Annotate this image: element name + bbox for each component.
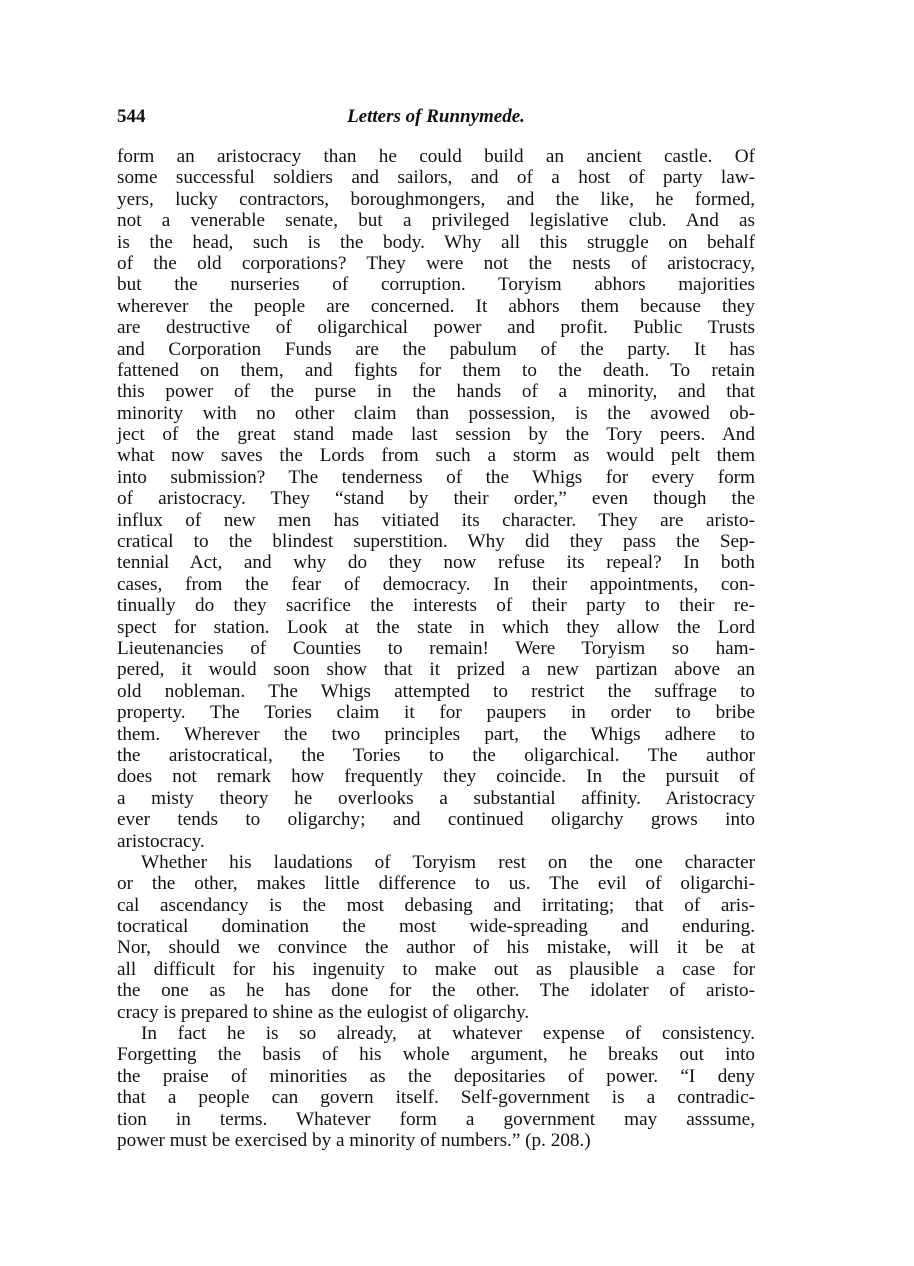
text-line (117, 766, 755, 787)
text-line (117, 681, 755, 702)
text-line (117, 937, 755, 958)
line-text: what now saves the Lords from such a storm as would pelt them (117, 445, 755, 467)
line-text: cases, from the fear of democracy. In their appointments, con- (117, 573, 755, 595)
text-line (117, 360, 755, 381)
line-text: not a venerable senate, but a privileged legislative club. And as (117, 210, 755, 232)
line-text: pered, it would soon show that it prized a new partizan above an (117, 659, 755, 681)
text-line (117, 788, 755, 809)
line-text: but the nurseries of corruption. Toryism abhors majorities (117, 274, 755, 296)
line-text: cracy is prepared to shine as the eulogist of oligarchy. (117, 1001, 530, 1023)
text-line (117, 210, 755, 231)
paragraph (117, 1023, 755, 1151)
line-text: ject of the great stand made last session by the Tory peers. And (117, 424, 755, 446)
line-text: the one as he has done for the other. The idolater of aristo- (117, 980, 755, 1002)
line-text: fattened on them, and fights for them to the death. To retain (117, 359, 755, 381)
text-line (117, 831, 755, 852)
line-text: this power of the purse in the hands of a minority, and that (117, 381, 755, 403)
text-line (117, 895, 755, 916)
text-line (117, 702, 755, 723)
text-line (117, 980, 755, 1001)
line-text: wherever the people are concerned. It abhors them because they (117, 295, 755, 317)
line-text: tinually do they sacrifice the interests of their party to their re- (117, 595, 755, 617)
text-line (117, 317, 755, 338)
line-text: them. Wherever the two principles part, the Whigs adhere to (117, 723, 755, 745)
line-text: is the head, such is the body. Why all this struggle on behalf (117, 231, 755, 253)
text-line (117, 445, 755, 466)
text-line (117, 595, 755, 616)
text-line (117, 232, 755, 253)
text-line (117, 510, 755, 531)
text-line (117, 574, 755, 595)
text-line (117, 296, 755, 317)
text-line (117, 659, 755, 680)
text-line (117, 959, 755, 980)
line-text: power must be exercised by a minority of numbers.” (p. 208.) (117, 1129, 591, 1151)
line-text: property. The Tories claim it for paupers in order to bribe (117, 702, 755, 724)
page-header (117, 106, 755, 132)
line-text: minority with no other claim than possession, is the avowed ob- (117, 402, 755, 424)
text-line (117, 852, 755, 873)
line-text: cal ascendancy is the most debasing and irritating; that of aris- (117, 894, 755, 916)
text-line (117, 1130, 755, 1151)
text-line (117, 403, 755, 424)
line-text: old nobleman. The Whigs attempted to restrict the suffrage to (117, 680, 755, 702)
text-line (117, 809, 755, 830)
text-line (117, 488, 755, 509)
line-text: In fact he is so already, at whatever expense of consistency. (141, 1023, 755, 1045)
text-line (117, 274, 755, 295)
line-text: influx of new men has vitiated its character. They are aristo- (117, 509, 755, 531)
text-line (117, 1002, 755, 1023)
text-line (117, 146, 755, 167)
text-line (117, 339, 755, 360)
line-text: Lieutenancies of Counties to remain! Were Toryism so ham- (117, 637, 755, 659)
text-line (117, 1066, 755, 1087)
text-line (117, 617, 755, 638)
text-line (117, 873, 755, 894)
text-line (117, 552, 755, 573)
line-text: ever tends to oligarchy; and continued oligarchy grows into (117, 809, 755, 831)
paragraph (117, 146, 755, 852)
text-line (117, 916, 755, 937)
page-body (117, 146, 755, 1151)
text-line (117, 253, 755, 274)
text-line (117, 724, 755, 745)
line-text: Nor, should we convince the author of his mistake, will it be at (117, 937, 755, 959)
text-line (117, 1109, 755, 1130)
line-text: tennial Act, and why do they now refuse its repeal? In both (117, 552, 755, 574)
line-text: Forgetting the basis of his whole argument, he breaks out into (117, 1044, 755, 1066)
line-text: a misty theory he overlooks a substantial affinity. Aristocracy (117, 787, 755, 809)
text-line (117, 1044, 755, 1065)
text-line (117, 467, 755, 488)
line-text: Whether his laudations of Toryism rest on the one character (141, 851, 755, 873)
line-text: the praise of minorities as the depositaries of power. “I deny (117, 1065, 755, 1087)
line-text: or the other, makes little difference to us. The evil of oligarchi- (117, 873, 755, 895)
text-line (117, 189, 755, 210)
text-line (117, 638, 755, 659)
line-text: the aristocratical, the Tories to the oligarchical. The author (117, 744, 755, 766)
line-text: spect for station. Look at the state in which they allow the Lord (117, 616, 755, 638)
text-line (117, 424, 755, 445)
line-text: does not remark how frequently they coincide. In the pursuit of (117, 766, 755, 788)
line-text: tion in terms. Whatever form a government may asssume, (117, 1108, 755, 1130)
line-text: aristocracy. (117, 830, 205, 852)
text-line (117, 745, 755, 766)
line-text: into submission? The tenderness of the Whigs for every form (117, 466, 755, 488)
paragraph (117, 852, 755, 1023)
line-text: yers, lucky contractors, boroughmongers, and the like, he formed, (117, 188, 755, 210)
line-text: of aristocracy. They “stand by their order,” even though the (117, 488, 755, 510)
text-line (117, 381, 755, 402)
running-title: Letters of Runnymede. (347, 106, 525, 127)
line-text: some successful soldiers and sailors, and of a host of party law- (117, 167, 755, 189)
line-text: tocratical domination the most wide-spreading and enduring. (117, 916, 755, 938)
line-text: all difficult for his ingenuity to make out as plausible a case for (117, 958, 755, 980)
line-text: and Corporation Funds are the pabulum of the party. It has (117, 338, 755, 360)
text-line (117, 531, 755, 552)
page-number: 544 (117, 106, 146, 127)
line-text: form an aristocracy than he could build an ancient castle. Of (117, 146, 755, 167)
text-line (117, 1087, 755, 1108)
line-text: that a people can govern itself. Self-government is a contradic- (117, 1087, 755, 1109)
line-text: cratical to the blindest superstition. Why did they pass the Sep- (117, 531, 755, 553)
text-line (117, 167, 755, 188)
line-text: of the old corporations? They were not the nests of aristocracy, (117, 252, 755, 274)
line-text: are destructive of oligarchical power and profit. Public Trusts (117, 317, 755, 339)
text-line (117, 1023, 755, 1044)
